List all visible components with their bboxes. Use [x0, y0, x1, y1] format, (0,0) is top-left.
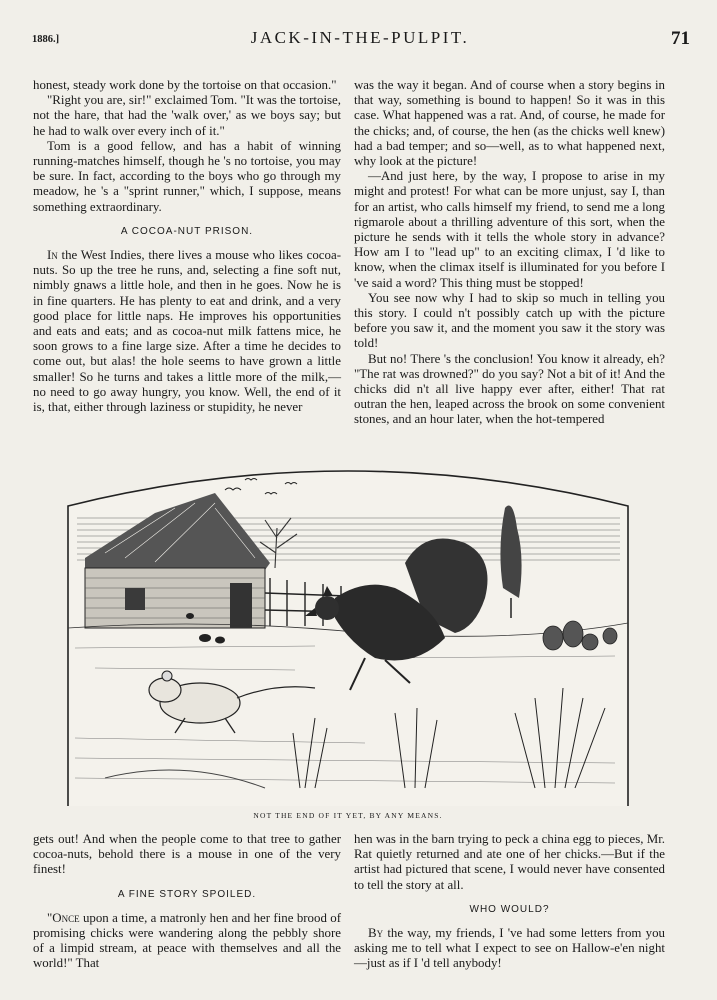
paragraph: [33, 911, 341, 972]
paragraph: honest, steady work done by the tortoise on that occasion.": [33, 78, 337, 92]
engraving-hen-chasing-rat: [65, 458, 631, 808]
header-title: JACK-IN-THE-PULPIT.: [250, 28, 470, 47]
paragraph: Tom is a good fellow, and has a habit of winning running-matches himself, though he 's no tortoise, you may be sure. In fact, according to the boys who go through my meadow, he 's a "sprint runner," which, I suppose, means something extraordinary.: [33, 138, 341, 214]
paragraph-text: upon a time, a matronly hen and her fine brood of promising chicks were wandering along the pebbly shore of a limpid stream, at peace with themselves and all the world!" That: [33, 910, 341, 971]
page-header: [30, 26, 690, 50]
initial-word: By: [368, 926, 384, 941]
paragraph-text: the West Indies, there lives a mouse who likes cocoa-nuts. So up the tree he runs, and, selecting a fine soft nut, nimbly gnaws a little hole, and then in he goes. Now he is in fine quarters. He has plenty to eat and drink, and a very good place for little naps. He improves his opportunities and eats and eats; and as cocoa-nut milk fattens mice, he soon grows to a fine large size. After a time he decides to come out, but alas! the hole seems to have grown a little smaller! So he turns and takes a little more of the milk,—no need to go away hungry, you know. Well, the end of it is, that, either through laziness or stupidity, he never: [33, 248, 341, 415]
column-bottom-right: [354, 832, 665, 972]
illustration-caption: NOT THE END OF IT YET, BY ANY MEANS.: [253, 811, 443, 820]
column-top-right: [354, 78, 665, 428]
section-heading-cocoa-nut-prison: A COCOA-NUT PRISON.: [120, 225, 254, 237]
initial-word: In: [47, 248, 58, 263]
paragraph: was the way it began. And of course when a story begins in that way, something is bound to happen! So it was in this case. What happened was a rat. And, of course, he made for the chicks; and, of course, the hen (as the chicks well knew) had a bad temper; and so—well, as to what happened next, why look at the picture!: [354, 78, 665, 169]
paragraph: —And just here, by the way, I propose to arise in my might and protest! For what can be more unjust, say I, than for an artist, who calls himself my friend, to send me a long rigmarole about a thrilling adventure of this sort, when the picture he sends with it tells the whole story in advance? How am I to "lead up" to an exciting climax, I 'd like to know, when the climax itself is illuminated for you before I 've said a word? This thing must be stopped!: [354, 169, 665, 290]
initial-word: "Once: [47, 910, 80, 925]
paragraph: [354, 926, 665, 972]
column-bottom-left: [33, 832, 341, 972]
paragraph: But no! There 's the conclusion! You know it already, eh? "The rat was drowned?" do you say? Not a bit of it! And the chicks did n't all live happy ever after, either! That rat outran the hen, leaped across the brook on some convenient stones, and an hour later, when the hot-tempered: [354, 351, 665, 427]
paragraph: [33, 248, 341, 415]
paragraph: hen was in the barn trying to peck a china egg to pieces, Mr. Rat quietly returned and ate one of her chicks.—But if the artist had pictured that scene, I would never have consented to tell the story at all.: [354, 832, 665, 892]
section-heading-fine-story-spoiled: A FINE STORY SPOILED.: [117, 888, 257, 900]
column-top-left: [33, 78, 341, 415]
paragraph: gets out! And when the people come to that tree to gather cocoa-nuts, behold there is a mouse in one of the very finest!: [33, 832, 341, 877]
paragraph: "Right you are, sir!" exclaimed Tom. "It was the tortoise, not the hare, that had the 'walk over,' as we boys say; but he had to walk over every inch of it.": [33, 93, 341, 138]
section-heading-who-would: WHO WOULD?: [469, 903, 550, 915]
page-number: 71: [671, 28, 690, 49]
paragraph-text: the way, my friends, I 've had some letters from you asking me to tell what I expect to see on Hallow-e'en night—just as if I 'd tell anybody!: [354, 926, 665, 971]
header-year: 1886.]: [32, 34, 60, 45]
paragraph: You see now why I had to skip so much in telling you this story. I could n't possibly catch up with the picture before you saw it, and the moment you saw it the story was told!: [354, 290, 665, 351]
